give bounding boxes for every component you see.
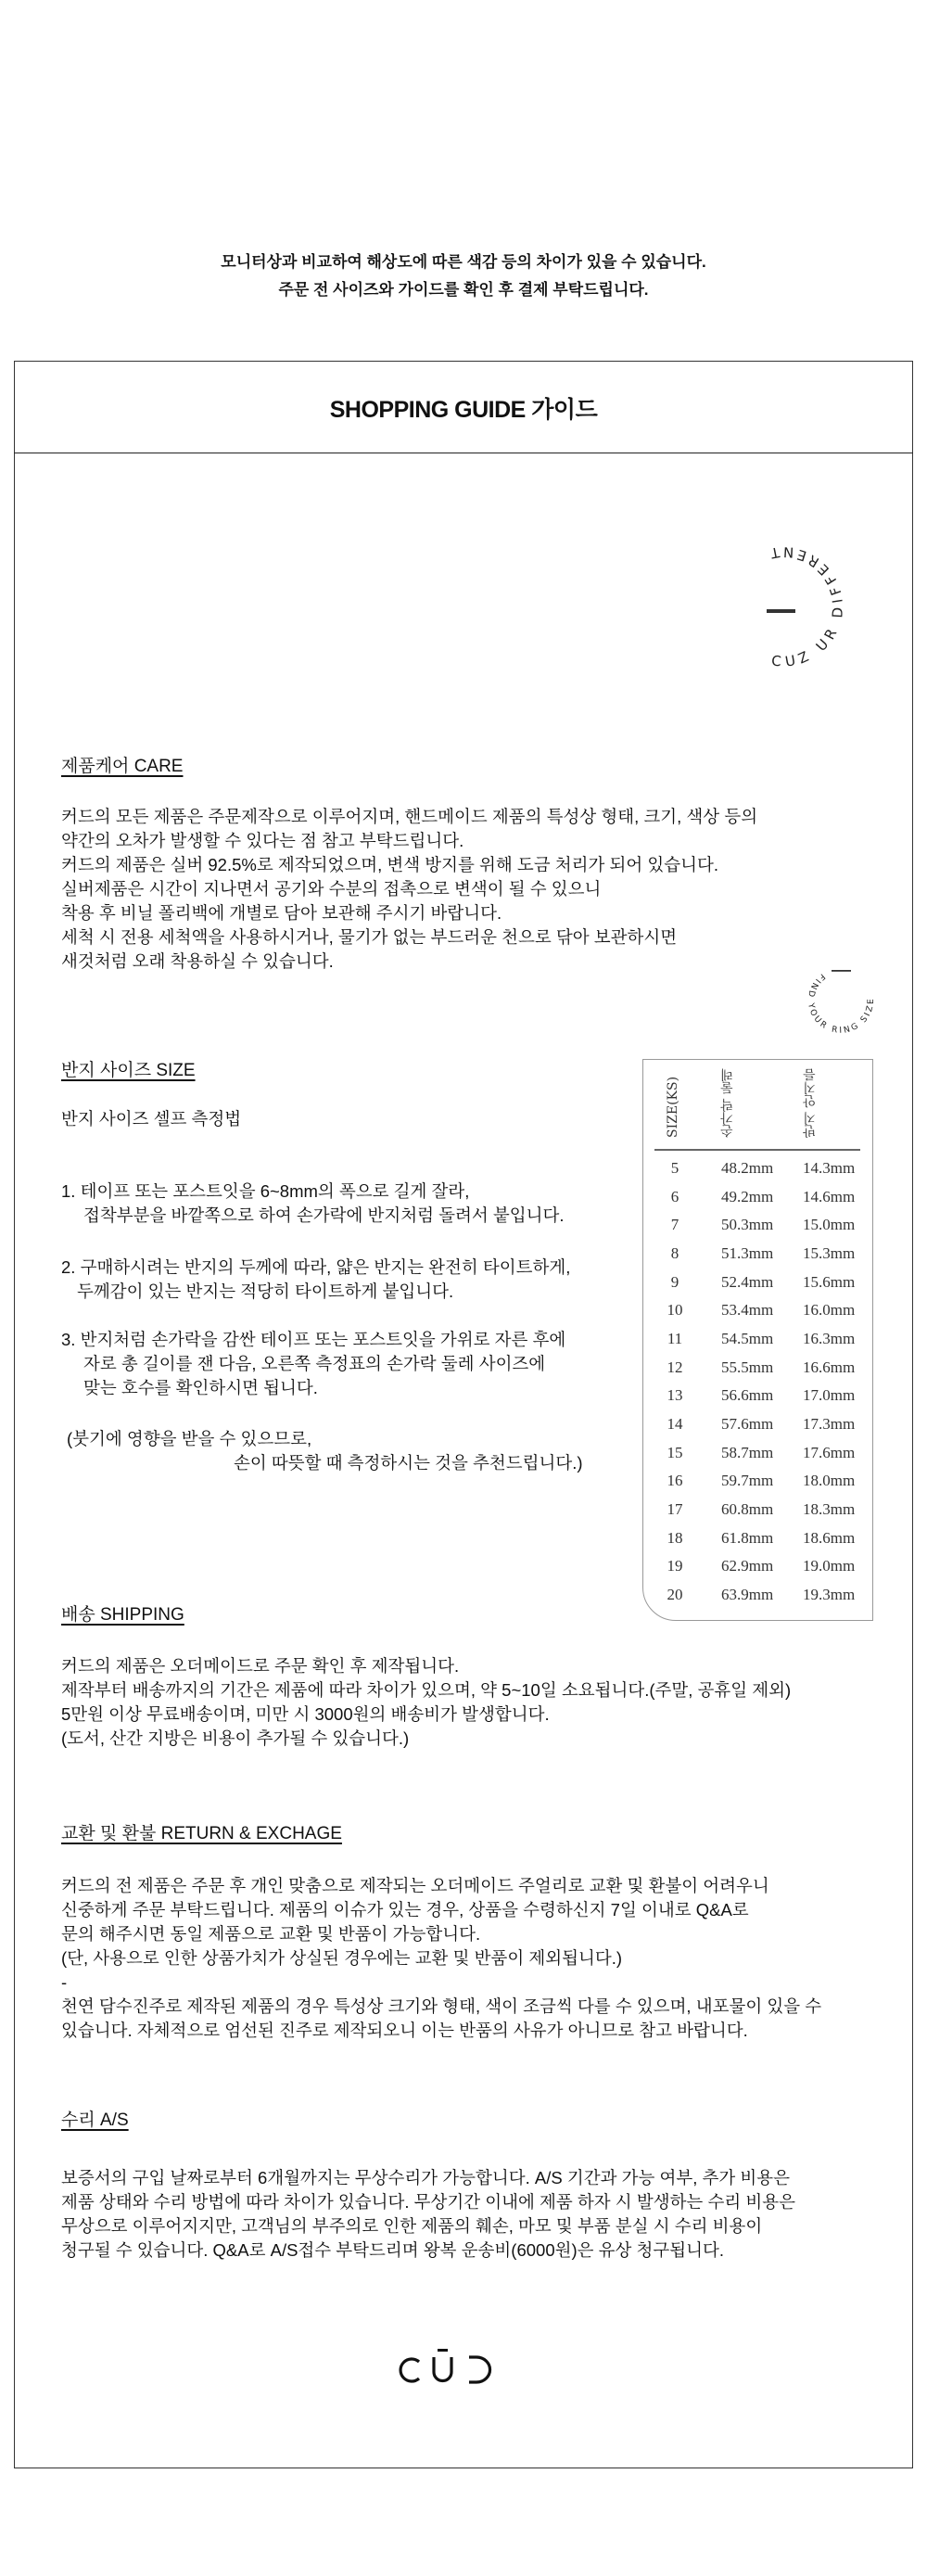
dash-icon (832, 970, 851, 972)
size-cell: 11 (667, 1330, 683, 1348)
circumference-cell: 56.6mm (721, 1386, 774, 1405)
cud-logo (399, 2346, 505, 2387)
circumference-cell: 63.9mm (721, 1586, 774, 1604)
returns-line: 있습니다. 자체적으로 엄선된 진주로 제작되오니 이는 반품의 사유가 아니므로 참고 바랍니다. (61, 2021, 748, 2040)
repair-line: 보증서의 구입 날짜로부터 6개월까지는 무상수리가 가능합니다. A/S 기간과 가능 여부, 추가 비용은 (61, 2168, 791, 2187)
circumference-cell: 57.6mm (721, 1415, 774, 1434)
returns-line: 문의 해주시면 동일 제품으로 교환 및 반품이 가능합니다. (61, 1924, 481, 1944)
table-row (642, 1500, 873, 1528)
note-line: (붓기에 영향을 받을 수 있으므로, (67, 1429, 312, 1448)
table-row (642, 1244, 873, 1272)
shipping-line: 제작부터 배송까지의 기간은 제품에 따라 차이가 있으며, 약 5~10일 소요됩니다.(주말, 공휴일 제외) (61, 1680, 792, 1700)
svg-text:CUZ UR DIFFERENT (765, 543, 847, 670)
returns-line: 신중하게 주문 부탁드립니다. 제품의 이슈가 있는 경우, 상품을 수령하신지 7일 이내로 Q&A로 (61, 1900, 749, 1919)
care-line: 새것처럼 오래 착용하실 수 있습니다. (61, 951, 334, 971)
step-line: 두께감이 있는 반지는 적당히 타이트하게 붙입니다. (77, 1282, 454, 1301)
circumference-cell: 51.3mm (721, 1244, 774, 1262)
shipping-heading: 배송 SHIPPING (61, 1605, 184, 1625)
care-line: 커드의 제품은 실버 92.5%로 제작되었으며, 변색 방지를 위해 도금 처리가 되어 있습니다. (61, 855, 719, 874)
table-row (642, 1586, 873, 1613)
circumference-cell: 59.7mm (721, 1472, 774, 1490)
table-row (642, 1386, 873, 1414)
badge-text: CUZ UR DIFFERENT (764, 542, 847, 670)
care-body (61, 805, 757, 974)
table-row (642, 1188, 873, 1216)
table-row (642, 1330, 873, 1358)
table-row (642, 1159, 873, 1187)
step-line: 3. 반지처럼 손가락을 감싼 테이프 또는 포스트잇을 가위로 자른 후에 (61, 1330, 566, 1349)
table-row (642, 1273, 873, 1301)
shipping-body (61, 1654, 791, 1751)
step-line: 2. 구매하시려는 반지의 두께에 따라, 얇은 반지는 완전히 타이트하게, (61, 1257, 571, 1277)
size-cell: 8 (670, 1244, 679, 1262)
diameter-cell: 16.3mm (803, 1330, 856, 1348)
returns-line: 커드의 전 제품은 주문 후 개인 맞춤으로 제작되는 오더메이드 주얼리로 교환 및 환불이 어려우니 (61, 1876, 769, 1895)
returns-line: (단, 사용으로 인한 상품가치가 상실된 경우에는 교환 및 반품이 제외됩니다.) (61, 1948, 622, 1968)
size-cell: 13 (667, 1386, 683, 1405)
diameter-cell: 19.0mm (803, 1557, 856, 1575)
diameter-cell: 15.6mm (803, 1272, 856, 1291)
returns-body (61, 1874, 821, 2043)
note-line: 손이 따뜻할 때 측정하시는 것을 추천드립니다.) (234, 1453, 583, 1473)
shipping-line: 5만원 이상 무료배송이며, 미만 시 3000원의 배송비가 발생합니다. (61, 1704, 550, 1724)
table-row (642, 1444, 873, 1472)
step-line: 1. 테이프 또는 포스트잇을 6~8mm의 폭으로 길게 잘라, (61, 1181, 470, 1201)
find-your-ring-size-badge (797, 963, 883, 1044)
care-line: 실버제품은 시간이 지나면서 공기와 수분의 접촉으로 변색이 될 수 있으니 (61, 879, 602, 899)
diameter-cell: 19.3mm (803, 1586, 856, 1604)
care-line: 세척 시 전용 세척액을 사용하시거나, 물기가 없는 부드러운 천으로 닦아 보관하시면 (61, 927, 678, 947)
diameter-cell: 14.3mm (803, 1159, 856, 1177)
circumference-cell: 50.3mm (721, 1216, 774, 1234)
diameter-cell: 17.6mm (803, 1443, 856, 1461)
diameter-cell: 17.0mm (803, 1386, 856, 1405)
size-heading: 반지 사이즈 SIZE (61, 1061, 196, 1080)
care-line: 약간의 오차가 발생할 수 있다는 점 참고 부탁드립니다. (61, 831, 464, 850)
cuz-ur-different-badge (714, 542, 862, 682)
size-cell: 10 (667, 1301, 683, 1320)
size-subheading: 반지 사이즈 셀프 측정법 (61, 1109, 242, 1129)
circumference-cell: 49.2mm (721, 1187, 774, 1205)
size-cell: 12 (667, 1358, 683, 1376)
table-row (642, 1557, 873, 1585)
size-cell: 18 (667, 1528, 683, 1547)
table-header-divider (654, 1149, 860, 1151)
size-step-2 (61, 1256, 570, 1304)
repair-line: 무상으로 이루어지지만, 고객님의 부주의로 인한 제품의 훼손, 마모 및 부품 분실 시 수리 비용이 (61, 2216, 763, 2236)
circumference-cell: 48.2mm (721, 1159, 774, 1177)
size-cell: 14 (667, 1415, 683, 1434)
size-note (67, 1427, 583, 1475)
notice-line: 주문 전 사이즈와 가이드를 확인 후 결제 부탁드립니다. (278, 281, 649, 299)
diameter-cell: 18.3mm (803, 1500, 856, 1519)
returns-line: - (61, 1972, 68, 1992)
circumference-cell: 62.9mm (721, 1557, 774, 1575)
dash-icon (767, 609, 795, 613)
diameter-cell: 18.0mm (803, 1472, 856, 1490)
size-step-1 (61, 1180, 565, 1228)
size-cell: 6 (670, 1187, 679, 1205)
table-header-size: SIZE(KS) (666, 1076, 680, 1138)
size-cell: 17 (667, 1500, 683, 1519)
shipping-line: 커드의 제품은 오더메이드로 주문 확인 후 제작됩니다. (61, 1656, 460, 1676)
size-cell: 9 (670, 1272, 679, 1291)
table-row (642, 1358, 873, 1386)
svg-text:FIND YOUR RING SIZE (806, 972, 876, 1036)
step-line: 접착부분을 바깥쪽으로 하여 손가락에 반지처럼 돌려서 붙입니다. (83, 1205, 565, 1225)
size-cell: 5 (670, 1159, 679, 1177)
care-heading: 제품케어 CARE (61, 757, 184, 776)
size-cell: 16 (667, 1472, 683, 1490)
diameter-cell: 18.6mm (803, 1528, 856, 1547)
notice-line: 모니터상과 비교하여 해상도에 따른 색감 등의 차이가 있을 수 있습니다. (221, 253, 706, 271)
repair-line: 제품 상태와 수리 방법에 따라 차이가 있습니다. 무상기간 이내에 제품 하자 시 발생하는 수리 비용은 (61, 2192, 795, 2212)
returns-heading: 교환 및 환불 RETURN & EXCHAGE (61, 1824, 342, 1843)
repair-line: 청구될 수 있습니다. Q&A로 A/S접수 부탁드리며 왕복 운송비(6000원)은 유상 청구됩니다. (61, 2240, 725, 2260)
circumference-cell: 61.8mm (721, 1528, 774, 1547)
circumference-cell: 60.8mm (721, 1500, 774, 1519)
repair-body (61, 2166, 795, 2263)
table-row (642, 1301, 873, 1329)
size-step-3 (61, 1328, 565, 1400)
circumference-cell: 52.4mm (721, 1272, 774, 1291)
diameter-cell: 15.3mm (803, 1244, 856, 1262)
table-row (642, 1216, 873, 1243)
diameter-cell: 14.6mm (803, 1187, 856, 1205)
circumference-cell: 53.4mm (721, 1301, 774, 1320)
step-line: 자로 총 길이를 잰 다음, 오른쪽 측정표의 손가락 둘레 사이즈에 (83, 1354, 546, 1373)
size-cell: 20 (667, 1586, 683, 1604)
care-line: 착용 후 비닐 폴리백에 개별로 담아 보관해 주시기 바랍니다. (61, 903, 502, 923)
diameter-cell: 16.6mm (803, 1358, 856, 1376)
notice-text (0, 249, 927, 304)
table-header-circumference: 손가락 둘레 (720, 1068, 735, 1138)
table-row (642, 1415, 873, 1443)
table-header-diameter: 반지 안지름 (803, 1068, 818, 1138)
diameter-cell: 15.0mm (803, 1216, 856, 1234)
returns-line: 천연 담수진주로 제작된 제품의 경우 특성상 크기와 형태, 색이 조금씩 다를 수 있으며, 내포물이 있을 수 (61, 1996, 822, 2016)
circumference-cell: 55.5mm (721, 1358, 774, 1376)
step-line: 맞는 호수를 확인하시면 됩니다. (83, 1378, 318, 1397)
repair-heading: 수리 A/S (61, 2111, 129, 2130)
size-cell: 15 (667, 1443, 683, 1461)
diameter-cell: 16.0mm (803, 1301, 856, 1320)
circumference-cell: 58.7mm (721, 1443, 774, 1461)
badge-text: FIND YOUR RING SIZE (805, 971, 877, 1036)
care-line: 커드의 모든 제품은 주문제작으로 이루어지며, 핸드메이드 제품의 특성상 형태, 크기, 색상 등의 (61, 807, 758, 826)
shipping-line: (도서, 산간 지방은 비용이 추가될 수 있습니다.) (61, 1728, 410, 1748)
table-row (642, 1529, 873, 1557)
page-title: SHOPPING GUIDE 가이드 (329, 397, 598, 423)
size-cell: 19 (667, 1557, 683, 1575)
size-cell: 7 (670, 1216, 679, 1234)
diameter-cell: 17.3mm (803, 1415, 856, 1434)
table-row (642, 1472, 873, 1499)
circumference-cell: 54.5mm (721, 1330, 774, 1348)
